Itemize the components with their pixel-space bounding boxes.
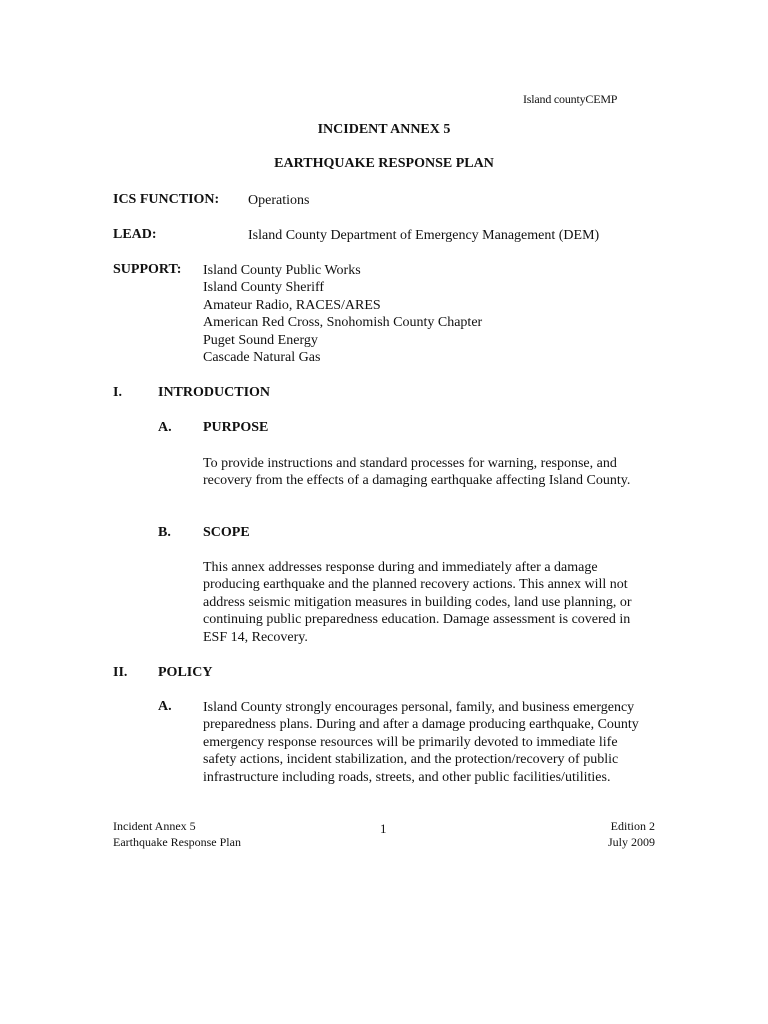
lead-value: Island County Department of Emergency Management (DEM) <box>248 228 600 243</box>
support-item: American Red Cross, Snohomish County Chapter <box>203 315 483 331</box>
section-1a-number: A. <box>158 420 172 435</box>
support-list <box>203 262 482 366</box>
purpose-paragraph: To provide instructions and standard processes for warning, response, and recovery from the effects of a damaging earthquake affecting Island County. <box>203 456 631 489</box>
page-number: 1 <box>380 821 387 836</box>
section-1b-title: SCOPE <box>203 525 250 540</box>
support-item: Amateur Radio, RACES/ARES <box>203 297 381 313</box>
section-2a-number: A. <box>158 699 172 714</box>
section-1b-number: B. <box>158 525 171 540</box>
ics-function-label: ICS FUNCTION: <box>113 192 220 207</box>
section-2-number: II. <box>113 665 128 680</box>
support-item: Island County Public Works <box>203 263 361 278</box>
footer-edition: Edition 2 <box>610 819 655 833</box>
support-item: Cascade Natural Gas <box>203 350 321 366</box>
scope-paragraph: This annex addresses response during and immediately after a damage producing earthquake and the planned recovery actions. This annex will not address seismic mitigation measures in building codes, land use planning, or continuing public preparedness education. Damage assessment is covered in ESF 14, Recovery. <box>203 560 632 645</box>
annex-title: INCIDENT ANNEX 5 <box>317 122 451 137</box>
support-item: Island County Sheriff <box>203 280 325 296</box>
footer-annex-name: Incident Annex 5 <box>113 819 196 833</box>
policy-paragraph: Island County strongly encourages personal, family, and business emergency preparedness plans. During and after a damage producing earthquake, County emergency response resources will be primarily devoted to immediate life safety actions, incident stabilization, and the protection/recovery of public infrastructure including roads, streets, and other public facilities/utilities. <box>203 700 639 785</box>
footer-right <box>560 818 655 850</box>
section-1-title: INTRODUCTION <box>158 385 271 400</box>
support-item: Puget Sound Energy <box>203 332 318 348</box>
document-header: Island countyCEMP <box>523 92 618 106</box>
footer-left <box>113 818 241 850</box>
ics-function-value: Operations <box>248 193 310 208</box>
section-1-number: I. <box>113 385 122 400</box>
footer-plan-name: Earthquake Response Plan <box>113 835 241 849</box>
plan-title: EARTHQUAKE RESPONSE PLAN <box>274 156 494 171</box>
section-1a-title: PURPOSE <box>203 420 269 435</box>
footer-date: July 2009 <box>607 835 655 849</box>
support-label: SUPPORT: <box>113 262 182 277</box>
section-2-title: POLICY <box>158 665 213 680</box>
lead-label: LEAD: <box>113 227 157 242</box>
